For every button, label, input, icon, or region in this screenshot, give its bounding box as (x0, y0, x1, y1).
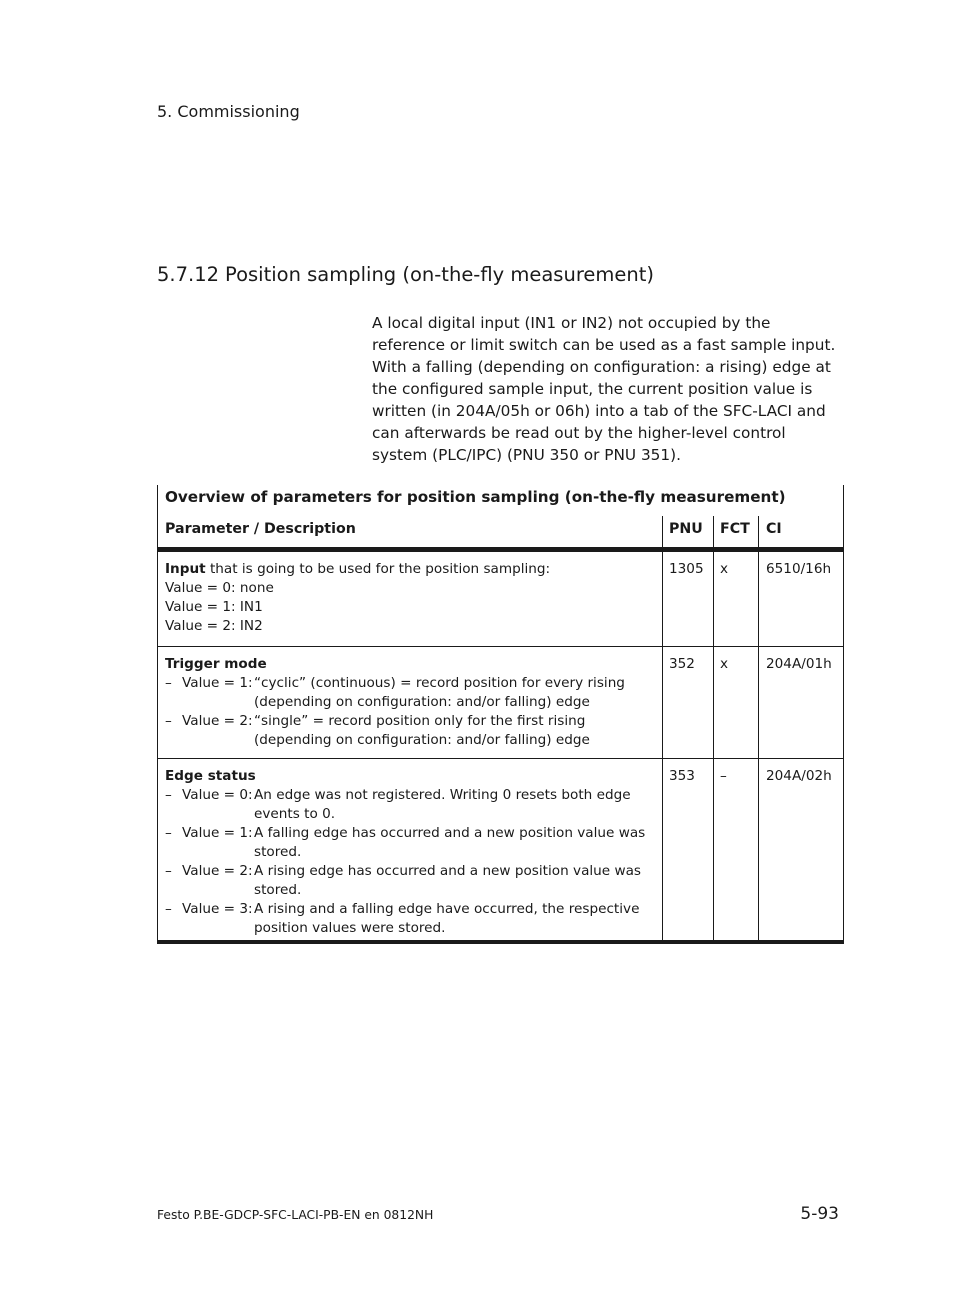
value-label: Value = 2: (182, 713, 253, 729)
list-dash: – (165, 863, 172, 879)
table-row-edge-status (157, 759, 844, 944)
value-line: Value = 0: none (165, 580, 274, 596)
value-label: Value = 2: (182, 863, 253, 879)
parameter-table (157, 485, 844, 944)
list-item (165, 824, 655, 862)
column-header-parameter: Parameter / Description (158, 516, 663, 547)
value-text: stored. (254, 844, 302, 860)
parameter-description (158, 759, 663, 940)
value-text: position values were stored. (254, 920, 446, 936)
parameter-name-suffix: that is going to be used for the position sampling: (205, 561, 551, 577)
value-text: (depending on configuration: and/or falling) edge (254, 732, 590, 748)
section-number: 5.7.12 (157, 263, 220, 286)
value-label: Value = 3: (182, 901, 253, 917)
table-header-row (157, 516, 844, 552)
ci-value: 204A/01h (766, 656, 832, 672)
value-text: “cyclic” (continuous) = record position for every rising (254, 675, 625, 691)
column-header-fct: FCT (714, 516, 759, 547)
value-line: Value = 2: IN2 (165, 618, 263, 634)
list-dash: – (165, 825, 172, 841)
column-header-ci: CI (766, 521, 782, 537)
value-label: Value = 1: (182, 825, 253, 841)
intro-text: A local digital input (IN1 or IN2) not occupied by the reference or limit switch can be used as a fast sample input. With a falling (depending on configuration: a rising) edge at the configured sample input, the current position value is written (in 204A/05h or 06h) into a tab of the SFC-LACI and can afterwards be read out by the higher-level control system (PLC/IPC) (PNU 350 or PNU 351). (372, 314, 836, 464)
fct-value: – (714, 759, 759, 940)
list-item (165, 786, 655, 824)
value-text: events to 0. (254, 806, 336, 822)
fct-value: x (714, 647, 759, 758)
footer-document-id: Festo P.BE-GDCP-SFC-LACI-PB-EN en 0812NH (157, 1208, 434, 1222)
list-dash: – (165, 901, 172, 917)
value-text: (depending on configuration: and/or falling) edge (254, 694, 590, 710)
list-item (165, 712, 655, 750)
section-title-text: Position sampling (on-the-fly measurement) (225, 263, 655, 286)
parameter-name: Trigger mode (165, 656, 267, 672)
table-row-input (157, 552, 844, 647)
column-header-pnu: PNU (663, 516, 714, 547)
parameter-description (158, 552, 663, 646)
value-text: A rising edge has occurred and a new position value was (254, 863, 642, 879)
parameter-name: Edge status (165, 768, 256, 784)
value-label: Value = 1: (182, 675, 253, 691)
section-title (157, 263, 654, 286)
list-dash: – (165, 713, 172, 729)
ci-value: 204A/02h (766, 768, 832, 784)
chapter-header: 5. Commissioning (157, 102, 300, 121)
value-text: An edge was not registered. Writing 0 resets both edge (254, 787, 631, 803)
value-text: stored. (254, 882, 302, 898)
list-item (165, 862, 655, 900)
ci-value: 6510/16h (766, 561, 832, 577)
table-caption: Overview of parameters for position sampling (on-the-fly measurement) (157, 485, 844, 516)
value-label: Value = 0: (182, 787, 253, 803)
parameter-name: Input (165, 561, 206, 577)
fct-value: x (714, 552, 759, 646)
value-text: “single” = record position only for the first rising (254, 713, 586, 729)
pnu-value: 1305 (663, 552, 714, 646)
parameter-description (158, 647, 663, 758)
table-row-trigger-mode (157, 647, 844, 759)
value-text: A rising and a falling edge have occurred, the respective (254, 901, 640, 917)
pnu-value: 353 (663, 759, 714, 940)
list-dash: – (165, 787, 172, 803)
value-text: A falling edge has occurred and a new position value was (254, 825, 646, 841)
pnu-value: 352 (663, 647, 714, 758)
page-number: 5-93 (800, 1204, 839, 1224)
list-item (165, 900, 655, 938)
list-dash: – (165, 675, 172, 691)
intro-paragraph (372, 312, 844, 466)
list-item (165, 674, 655, 712)
value-line: Value = 1: IN1 (165, 599, 263, 615)
